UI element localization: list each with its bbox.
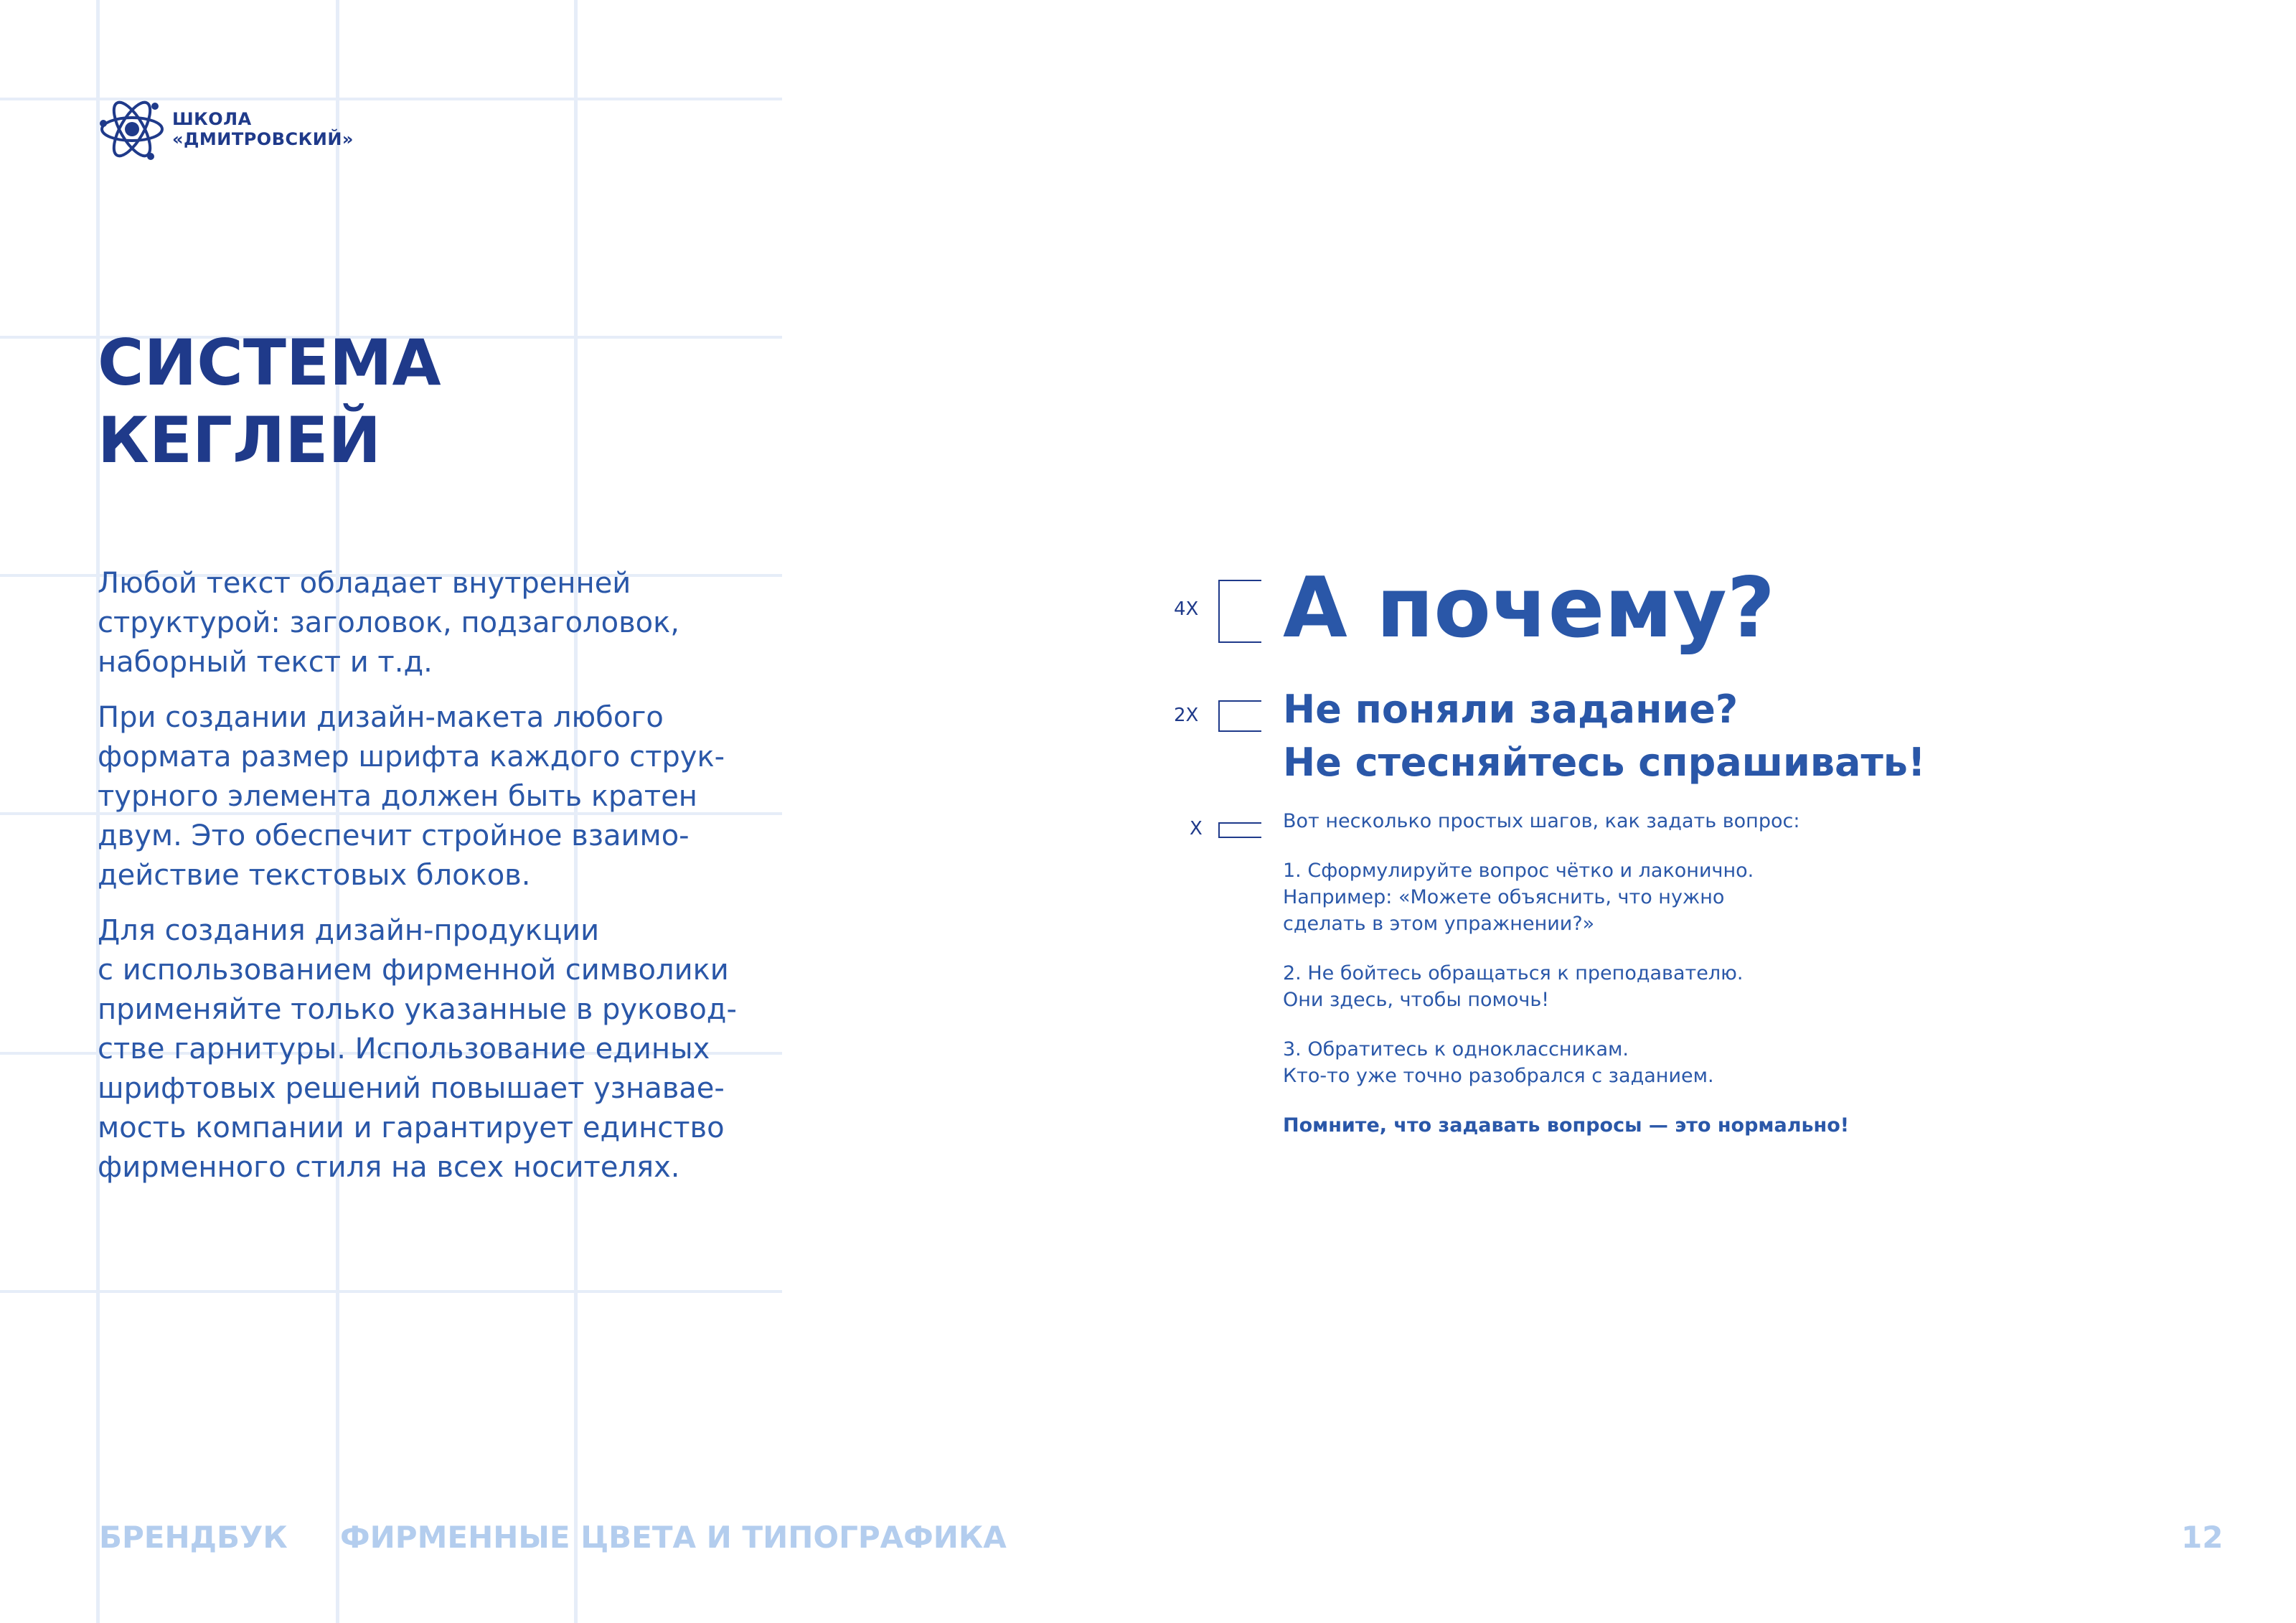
logo-line-2: «ДМИТРОВСКИЙ» bbox=[172, 129, 354, 149]
sample-line: Кто-то уже точно разобрался с заданием. bbox=[1283, 1065, 1714, 1087]
body-paragraph-2 bbox=[98, 698, 786, 895]
body-line: двум. Это обеспечит стройное взаимо- bbox=[98, 819, 690, 852]
body-line: шрифтовых решений повышает узнавае- bbox=[98, 1072, 725, 1105]
scale-bracket-x bbox=[1218, 822, 1261, 838]
body-line: мость компании и гарантирует единство bbox=[98, 1111, 725, 1144]
body-text bbox=[98, 564, 786, 1203]
scale-label-x: X bbox=[1190, 818, 1203, 839]
sample-body-text bbox=[1283, 808, 2000, 1162]
sample-step-1 bbox=[1283, 857, 2000, 937]
scale-bracket-4x bbox=[1218, 580, 1261, 643]
scale-label-4x: 4X bbox=[1174, 598, 1199, 620]
sample-closing bbox=[1283, 1112, 2000, 1139]
body-line: стве гарнитуры. Использование единых bbox=[98, 1032, 710, 1065]
page-number: 12 bbox=[2181, 1520, 2224, 1555]
school-logo bbox=[98, 95, 354, 164]
footer-chapter: ФИРМЕННЫЕ ЦВЕТА И ТИПОГРАФИКА bbox=[340, 1520, 1007, 1555]
body-line: фирменного стиля на всех носителях. bbox=[98, 1151, 680, 1184]
body-line: с использованием фирменной символики bbox=[98, 954, 729, 987]
sample-line: 1. Сформулируйте вопрос чётко и лаконично. bbox=[1283, 860, 1754, 882]
body-line: применяйте только указанные в руковод- bbox=[98, 993, 737, 1026]
sample-line: Например: «Можете объяснить, что нужно bbox=[1283, 886, 1725, 908]
body-line: турного элемента должен быть кратен bbox=[98, 780, 697, 813]
body-line: структурой: заголовок, подзаголовок, bbox=[98, 606, 679, 639]
logo-wordmark bbox=[172, 109, 354, 149]
body-line: При создании дизайн-макета любого bbox=[98, 701, 664, 734]
sample-line: сделать в этом упражнении?» bbox=[1283, 913, 1595, 935]
page-title bbox=[98, 324, 672, 479]
body-line: Для создания дизайн-продукции bbox=[98, 914, 600, 947]
sample-line: Вот несколько простых шагов, как задать вопрос: bbox=[1283, 810, 1800, 832]
logo-line-1: ШКОЛА bbox=[172, 109, 252, 129]
sample-subheading-line: Не стесняйтесь спрашивать! bbox=[1283, 740, 1926, 785]
body-line: формата размер шрифта каждого струк- bbox=[98, 740, 725, 773]
page-title-line-1: СИСТЕМА bbox=[98, 326, 441, 400]
body-line: Любой текст обладает внутренней bbox=[98, 567, 631, 600]
sample-heading: А почему? bbox=[1283, 560, 1776, 657]
sample-step-2 bbox=[1283, 960, 2000, 1013]
atom-logo-icon bbox=[98, 95, 166, 164]
footer-section: БРЕНДБУК bbox=[99, 1520, 288, 1555]
scale-label-2x: 2X bbox=[1174, 705, 1199, 726]
body-paragraph-3 bbox=[98, 911, 786, 1187]
grid-line-horizontal bbox=[0, 1290, 782, 1293]
sample-line: 2. Не бойтесь обращаться к преподавателю. bbox=[1283, 962, 1744, 984]
sample-subheading bbox=[1283, 683, 1926, 789]
sample-intro bbox=[1283, 808, 2000, 834]
sample-line: 3. Обратитесь к одноклассникам. bbox=[1283, 1038, 1629, 1060]
sample-line: Они здесь, чтобы помочь! bbox=[1283, 989, 1550, 1011]
body-line: наборный текст и т.д. bbox=[98, 646, 433, 679]
body-paragraph-1 bbox=[98, 564, 786, 682]
sample-line: Помните, что задавать вопросы — это нормально! bbox=[1283, 1114, 1850, 1137]
sample-subheading-line: Не поняли задание? bbox=[1283, 687, 1739, 732]
scale-bracket-2x bbox=[1218, 700, 1261, 732]
page-title-line-2: КЕГЛЕЙ bbox=[98, 403, 381, 477]
sample-step-3 bbox=[1283, 1036, 2000, 1089]
body-line: действие текстовых блоков. bbox=[98, 859, 531, 892]
